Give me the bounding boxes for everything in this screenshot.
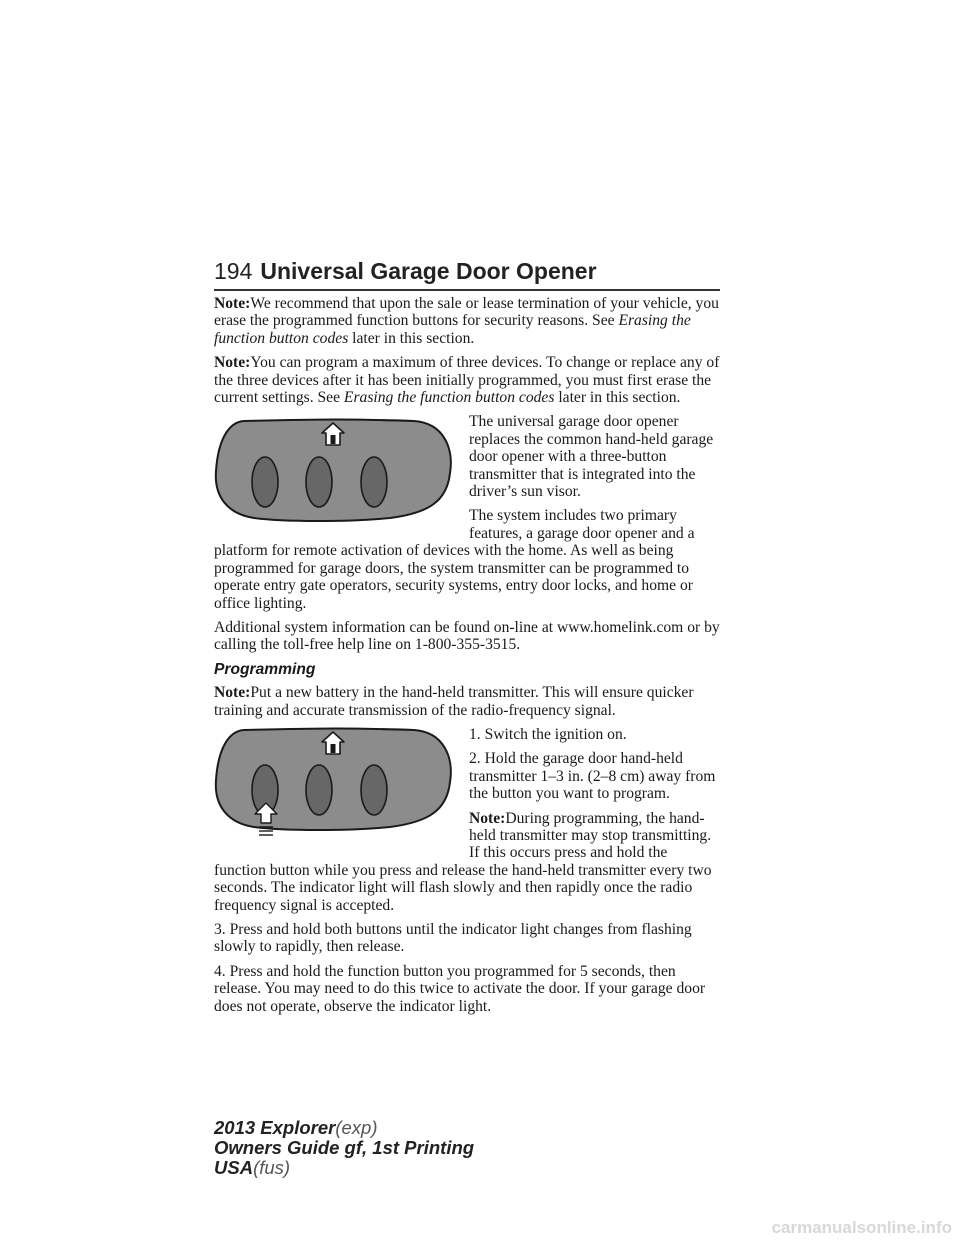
button-2 xyxy=(306,457,332,507)
transmitter-illustration xyxy=(214,413,461,524)
button-1 xyxy=(252,457,278,507)
erasing-link[interactable]: Erasing the function button codes xyxy=(343,389,555,407)
additional-info: Additional system information can be found on-line at www.homelink.com or by calling the toll-free help line on 1-800-355-3515. xyxy=(214,618,720,654)
button-3 xyxy=(361,457,387,507)
step-3: 3. Press and hold both buttons until the indicator light changes from flashing slowly to rapidly, then release. xyxy=(214,921,692,956)
programming-heading: Programming xyxy=(214,660,316,678)
system-features: The system includes two primary features, a garage door opener and a platform for remote activation of devices with the home. As well as being programmed for garage doors, the system transmitter can be programmed to operate entry gate operators, security systems, entry door locks, and home or office lighting. xyxy=(214,507,695,612)
header-rule xyxy=(214,289,720,291)
note-erase-on-sale: Note:We recommend that upon the sale or lease termination of your vehicle, you erase the programmed function buttons for security reasons. See Erasing the function button codes later in this section. xyxy=(214,295,719,347)
page-footer xyxy=(214,1118,514,1178)
erasing-link[interactable]: Erasing the function button codes xyxy=(214,312,691,347)
button-2 xyxy=(306,765,332,815)
step-4: 4. Press and hold the function button you programmed for 5 seconds, then release. You may need to do this twice to activate the door. If your garage door does not operate, observe the indicator light. xyxy=(214,962,706,1015)
section-title: Universal Garage Door Opener xyxy=(260,258,597,284)
note-battery: Note:Put a new battery in the hand-held transmitter. This will ensure quicker training and accurate transmission of the radio-frequency signal. xyxy=(214,684,694,719)
step-1: 1. Switch the ignition on. xyxy=(469,725,627,743)
footer-line-3: USA(fus) xyxy=(214,1157,291,1178)
step-2: 2. Hold the garage door hand-held transmitter 1–3 in. (2–8 cm) away from the button you want to program. xyxy=(469,750,716,803)
note-programming: Note:During programming, the hand-held transmitter may stop transmitting. If this occurs press and hold the function button while you press and release the hand-held transmitter every two seconds. The indicator light will flash slowly and then rapidly once the radio frequency signal is accepted. xyxy=(214,809,712,914)
page-header xyxy=(214,258,720,286)
footer-line-1: 2013 Explorer(exp) xyxy=(214,1117,378,1138)
page-number: 194 xyxy=(214,258,253,284)
footer-line-2: Owners Guide gf, 1st Printing xyxy=(214,1137,475,1158)
button-3 xyxy=(361,765,387,815)
programming-illustration xyxy=(214,726,461,844)
watermark: carmanualsonline.info xyxy=(771,1218,952,1237)
page-content xyxy=(214,295,720,1022)
note-max-devices: Note:You can program a maximum of three devices. To change or replace any of the three devices after it has been initially programmed, you must first erase the current settings. See Erasing the function button codes later in this section. xyxy=(214,354,720,407)
opener-description: The universal garage door opener replaces the common hand-held garage door opener with a three-button transmitter that is integrated into the driver’s sun visor. xyxy=(469,413,714,501)
